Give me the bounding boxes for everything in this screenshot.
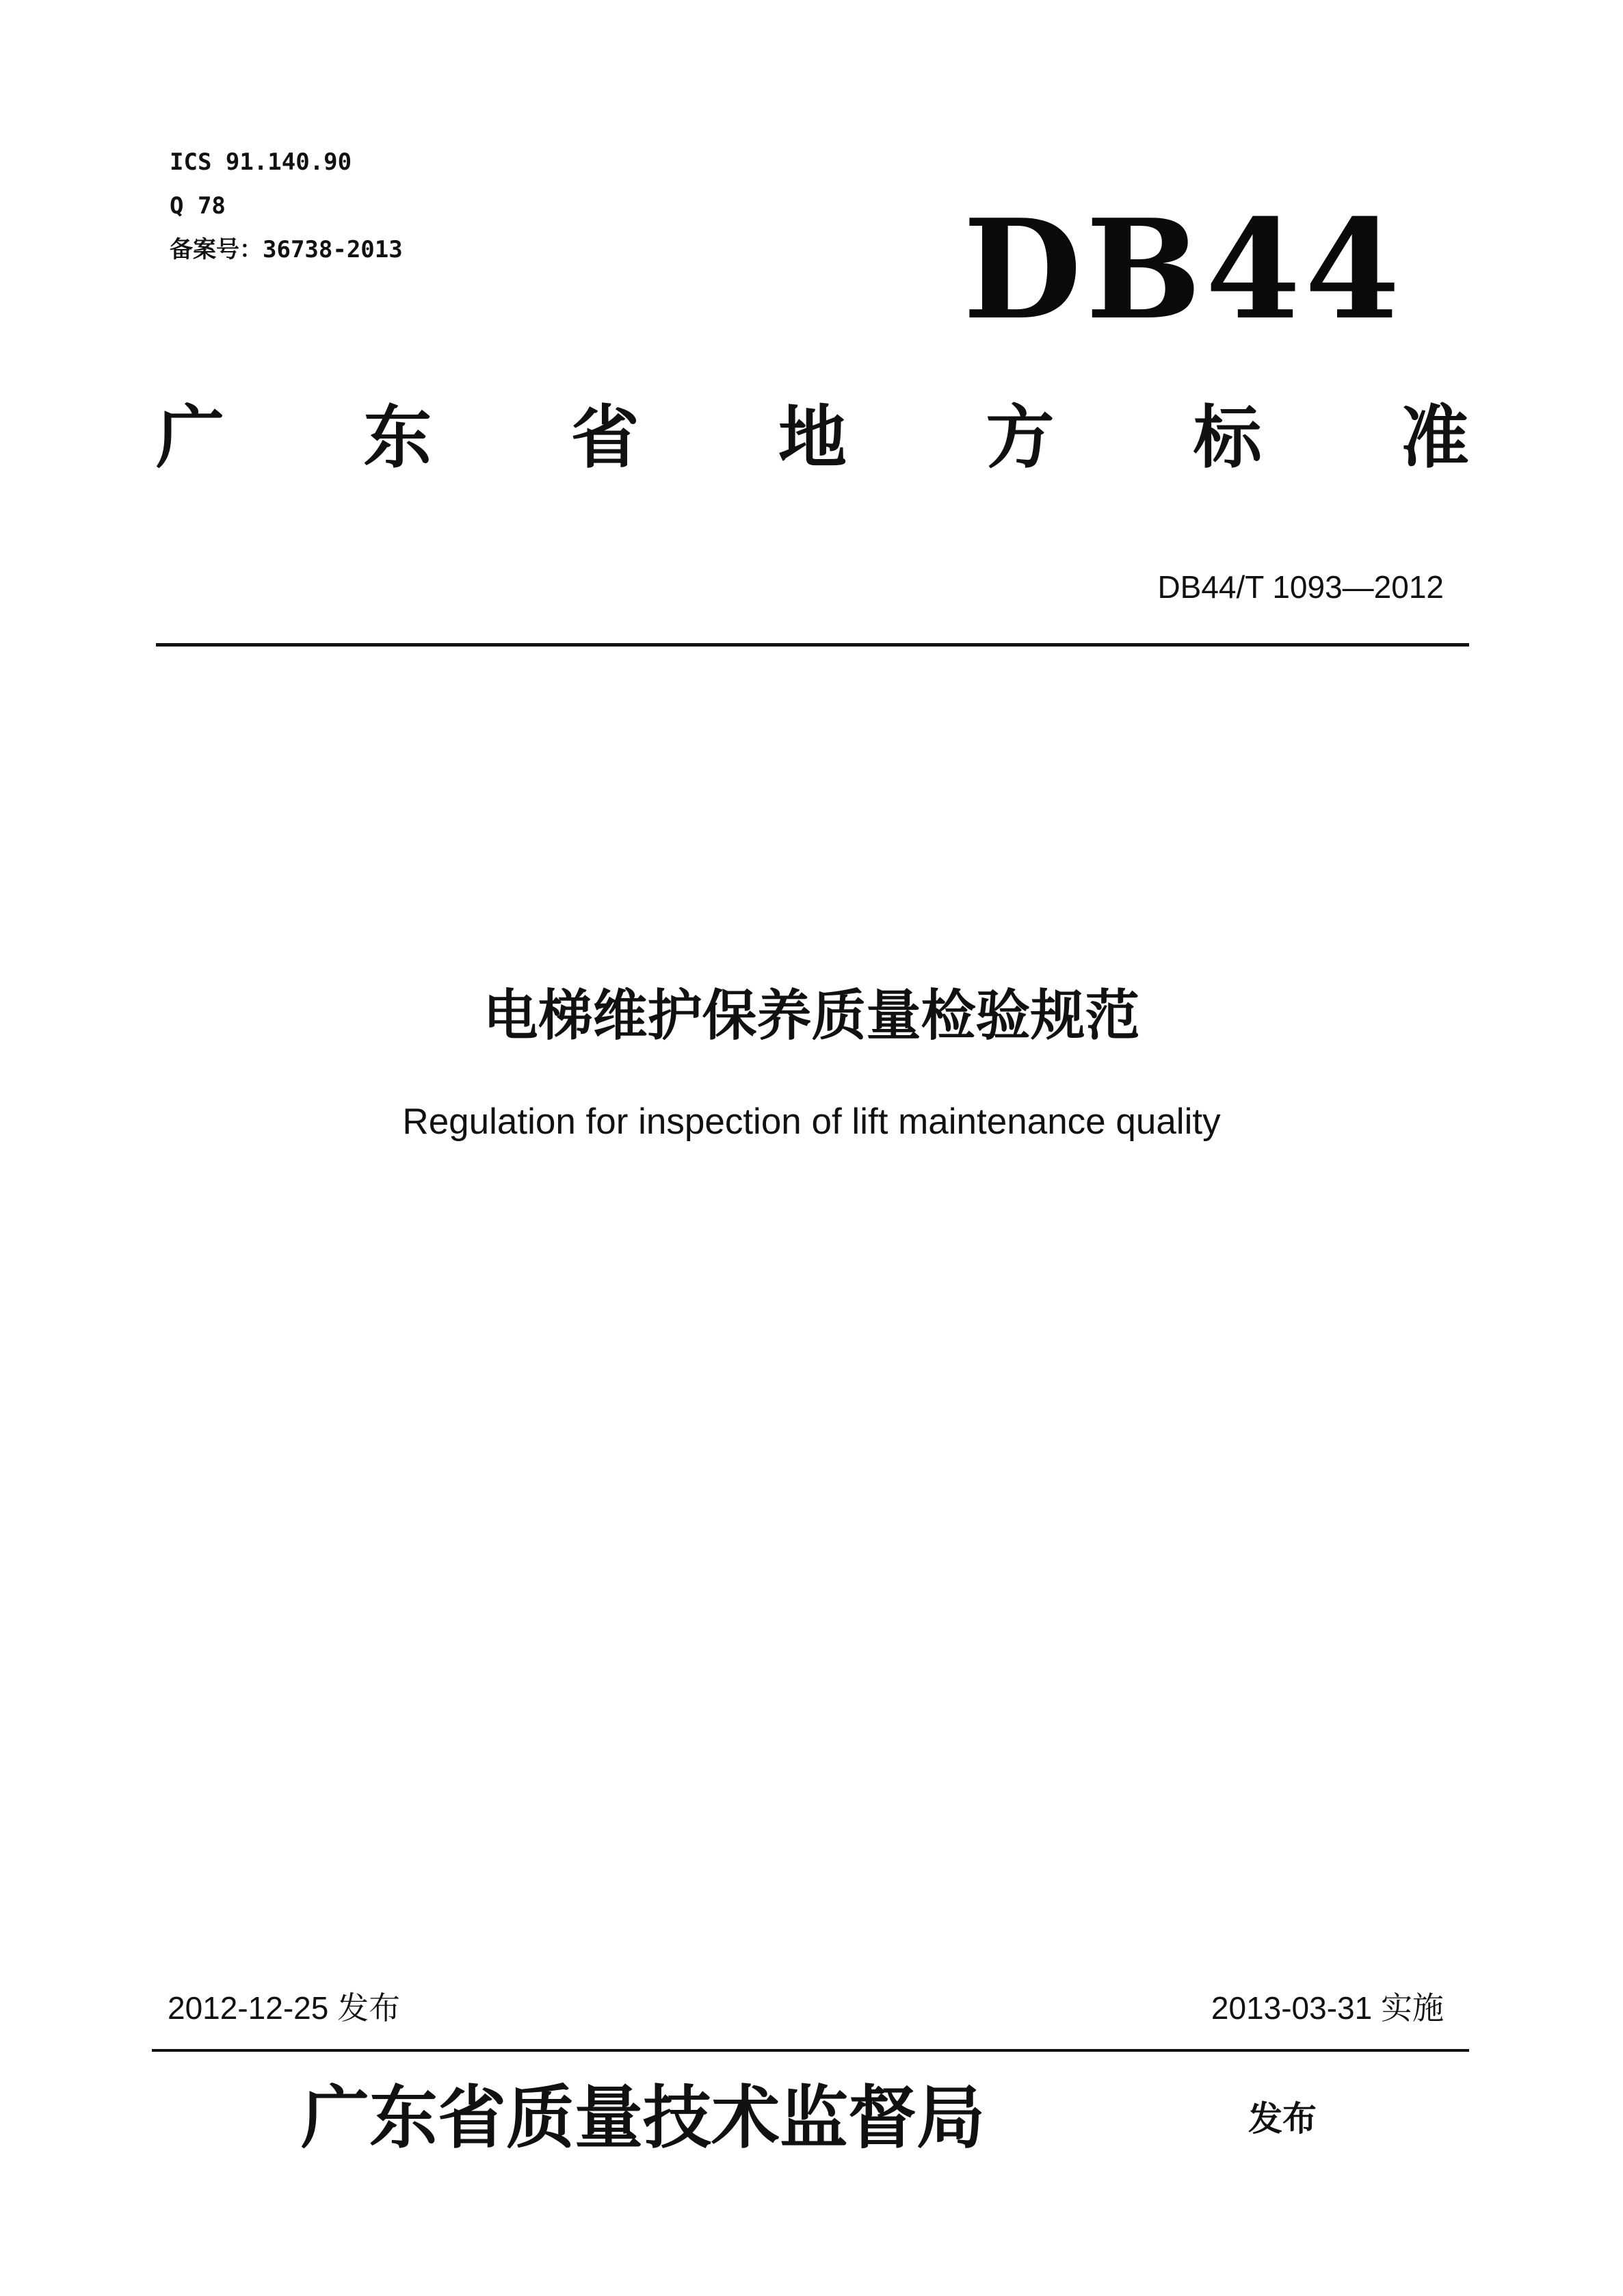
standard-type-char: 方: [986, 397, 1055, 478]
implementation-date: 2013-03-31 实施: [1211, 1990, 1444, 2026]
standard-type-char: 省: [570, 397, 639, 478]
publisher-action: 发布: [1248, 2099, 1317, 2139]
issue-date: 2012-12-25 发布: [168, 1990, 401, 2026]
standard-type-char: 标: [1193, 397, 1262, 478]
filing-number: 备案号：36738-2013: [170, 236, 403, 263]
standard-type-char: 东: [363, 397, 432, 478]
standard-type-char: 广: [156, 397, 224, 478]
standard-number: DB44/T 1093—2012: [1157, 569, 1444, 605]
publisher-name: 广东省质量技术监督局: [301, 2077, 985, 2158]
footer-divider: [152, 2049, 1469, 2052]
standard-type-heading: [156, 393, 1469, 482]
db44-logo: DB44: [963, 190, 1404, 350]
standard-type-char: 准: [1400, 397, 1469, 478]
standard-type-char: 地: [778, 397, 847, 478]
ics-code: ICS 91.140.90: [170, 148, 352, 176]
document-title-english: Regulation for inspection of lift maintenance quality: [402, 1101, 1221, 1142]
document-title-chinese: 电梯维护保养质量检验规范: [483, 984, 1140, 1047]
classification-block: [170, 140, 403, 272]
header-divider: [156, 643, 1469, 647]
category-code: Q 78: [170, 192, 226, 220]
